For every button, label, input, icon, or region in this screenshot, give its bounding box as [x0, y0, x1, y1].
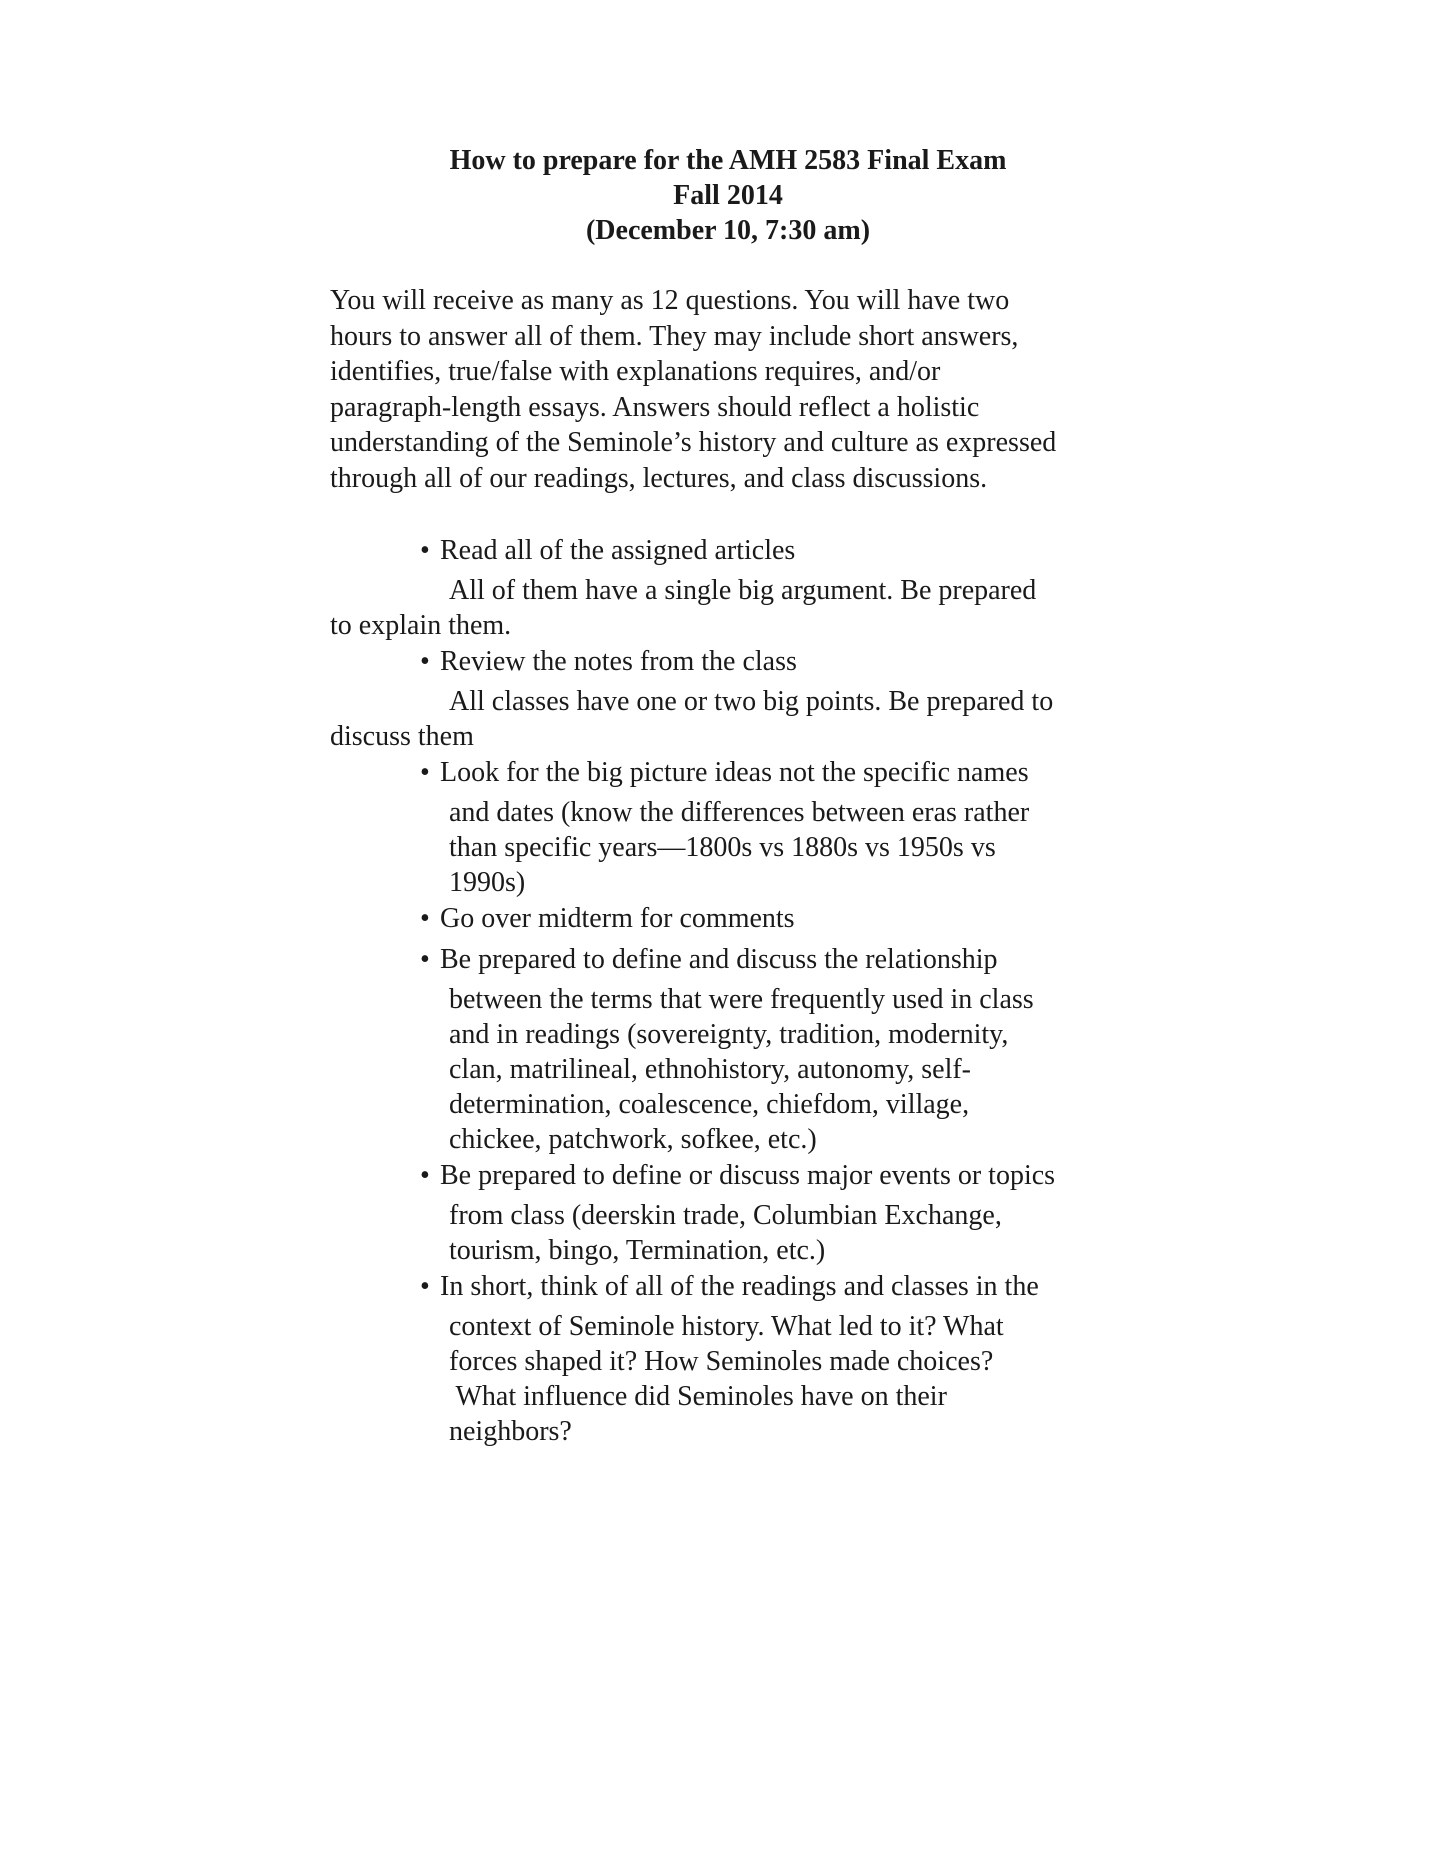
bullet-continuation: chickee, patchwork, sofkee, etc.)	[449, 1124, 817, 1155]
bullet-item-detail-cont: to explain them.	[330, 610, 512, 641]
bullet-icon: •	[420, 535, 430, 566]
intro-line: through all of our readings, lectures, and class discussions.	[330, 462, 988, 494]
exam-date: (December 10, 7:30 am)	[585, 215, 871, 246]
bullet-icon: •	[420, 944, 430, 975]
bullet-item-heading	[420, 644, 797, 679]
bullet-continuation: forces shaped it? How Seminoles made choices?	[449, 1346, 994, 1377]
intro-line: You will receive as many as 12 questions. You will have two	[330, 285, 1010, 316]
bullet-continuation: and dates (know the differences between eras rather	[449, 797, 1030, 828]
document-term: Fall 2014	[673, 180, 783, 211]
bullet-continuation: context of Seminole history. What led to it? What	[449, 1311, 1004, 1342]
intro-line: hours to answer all of them. They may include short answers,	[330, 320, 1019, 352]
intro-line: identifies, true/false with explanations requires, and/or	[330, 356, 941, 387]
bullet-continuation: clan, matrilineal, ethnohistory, autonomy, self-	[449, 1054, 972, 1085]
intro-paragraph	[330, 283, 1130, 496]
bullet-icon: •	[420, 757, 430, 788]
bullet-text: Read all of the assigned articles	[440, 535, 796, 566]
intro-line: paragraph-length essays. Answers should reflect a holistic	[330, 391, 980, 423]
bullet-continuation: What influence did Seminoles have on their	[449, 1381, 947, 1412]
bullet-continuation: from class (deerskin trade, Columbian Exchange,	[449, 1200, 1002, 1231]
bullet-continuation: between the terms that were frequently used in class	[449, 984, 1034, 1015]
bullet-text: Go over midterm for comments	[440, 903, 795, 934]
document-title: How to prepare for the AMH 2583 Final Exam	[449, 145, 1007, 176]
bullet-item	[420, 901, 795, 936]
bullet-text: Be prepared to define and discuss the relationship	[440, 944, 998, 975]
bullet-text: Review the notes from the class	[440, 646, 797, 677]
bullet-item-heading	[420, 533, 795, 568]
bullet-text: Look for the big picture ideas not the specific names	[440, 757, 1029, 788]
title-block	[0, 143, 1456, 248]
intro-line: understanding of the Seminole’s history and culture as expressed	[330, 427, 1057, 458]
bullet-continuation: than specific years—1800s vs 1880s vs 1950s vs	[449, 832, 996, 863]
bullet-text: In short, think of all of the readings and classes in the	[440, 1271, 1039, 1302]
bullet-continuation: determination, coalescence, chiefdom, village,	[449, 1089, 970, 1120]
bullet-icon: •	[420, 1160, 430, 1191]
bullet-text: Be prepared to define or discuss major events or topics	[440, 1160, 1056, 1191]
bullet-item	[420, 942, 998, 977]
bullet-item	[420, 1158, 1055, 1193]
bullet-continuation: neighbors?	[449, 1416, 572, 1447]
bullet-item	[420, 1269, 1039, 1304]
bullet-continuation: and in readings (sovereignty, tradition, modernity,	[449, 1019, 1009, 1050]
bullet-item	[420, 755, 1029, 790]
bullet-icon: •	[420, 1271, 430, 1302]
bullet-continuation: tourism, bingo, Termination, etc.)	[449, 1235, 826, 1266]
bullet-item-detail-cont: discuss them	[330, 721, 474, 752]
bullet-icon: •	[420, 903, 430, 934]
bullet-item-detail: All of them have a single big argument. Be prepared	[449, 575, 1037, 606]
bullet-item-detail: All classes have one or two big points. Be prepared to	[449, 686, 1054, 717]
bullet-icon: •	[420, 646, 430, 677]
bullet-continuation: 1990s)	[449, 867, 526, 898]
